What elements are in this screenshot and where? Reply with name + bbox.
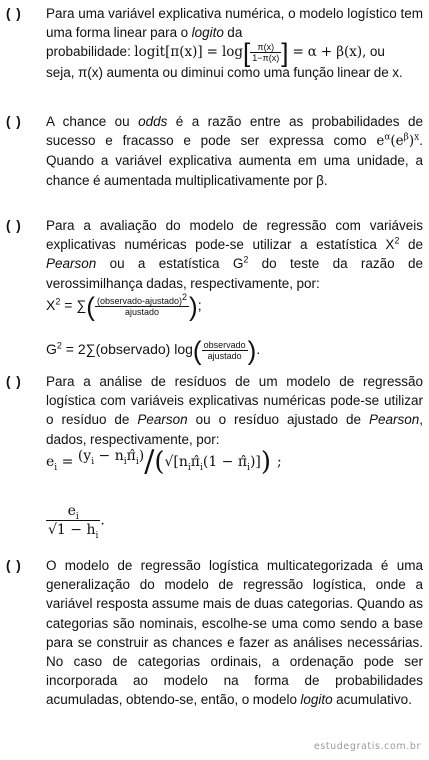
statement-1 — [6, 4, 423, 108]
formula-adjusted-residual: $\frac{e_i}{√1 - h_i}$ . — [48, 503, 105, 541]
statement-1-text: Para uma variável explicativa numérica, o modelo logístico tem uma forma linear para o logito da probabilidade: logit[π(x)] = log[ $\frac{\pi(x)}{1-\pi(x)}$ ] = α + β(x), ou seja, π(x) aumenta ou diminui como uma função linear de x. — [46, 6, 423, 81]
statement-5 — [6, 556, 423, 736]
statement-4-text: Para a análise de resíduos de um modelo de regressão logística com variáveis explicativas numéricas pode-se utilizar o resíduo de Pearson ou o resíduo ajustado de Pearson, dados, respectivamente, por: — [46, 374, 423, 447]
formula-logit: probabilidade: logit[π(x)] = log[ $\frac{\pi(x)}{1-\pi(x)}$ ] = α + β(x), ou — [46, 37, 385, 68]
statement-5-text: O modelo de regressão logística multicategorizada é uma generalização do modelo de regressão logística, onde a variável resposta assume mais de duas categorias. Quando as categorias são nominais, escolhe-se uma como sendo a base para se construir as chances e fazer as análises necessárias. No caso de categorias ordinais, a ordenação pode ser incorporada ao modelo na forma de probabilidades acumuladas, obtendo-se, então, o modelo logito acumulativo. — [46, 558, 423, 708]
site-watermark: estudegratis.com.br — [313, 741, 421, 752]
statement-3-text: Para a avaliação do modelo de regressão com variáveis explicativas numéricas pode-se utilizar a estatística $X^2$ de Pearson ou a estatística $G^2$ do teste da razão de verossimilhança dadas, respectivamente, por: — [46, 218, 424, 291]
formula-g-square: $G^2$ = 2∑(observado) log( $\frac{\text{observado}}{\text{ajustado}}$ ). — [46, 335, 261, 366]
answer-blank-5[interactable]: ( ) — [6, 558, 22, 573]
answer-blank-1[interactable]: ( ) — [6, 6, 22, 21]
answer-blank-3[interactable]: ( ) — [6, 218, 22, 233]
formula-pearson-residual: $e_i = (y_i$ − $n_i\pî_i)/(√[n_i\pî_i(1$ − $\pî_i$)]) ; — [46, 444, 282, 479]
statement-4 — [6, 372, 423, 552]
formula-chi-square: $X^2$ = ∑( $\frac{(observado-ajustado)^2}{\text{ajustado}}$ ); — [46, 291, 202, 322]
answer-blank-4[interactable]: ( ) — [6, 374, 22, 389]
statement-2 — [6, 112, 423, 210]
odds-expression: $e^\alpha(e^\beta)^x$ — [376, 132, 420, 150]
statement-3 — [6, 216, 423, 376]
answer-blank-2[interactable]: ( ) — [6, 114, 22, 129]
statement-2-text: A chance ou odds é a razão entre as probabilidades de sucesso e fracasso e pode ser expressa como $e^\alpha(e^\beta)^x$. Quando a variável explicativa aumenta em uma unidade, a chance é aumentada multiplicativamente por β. — [46, 114, 423, 188]
